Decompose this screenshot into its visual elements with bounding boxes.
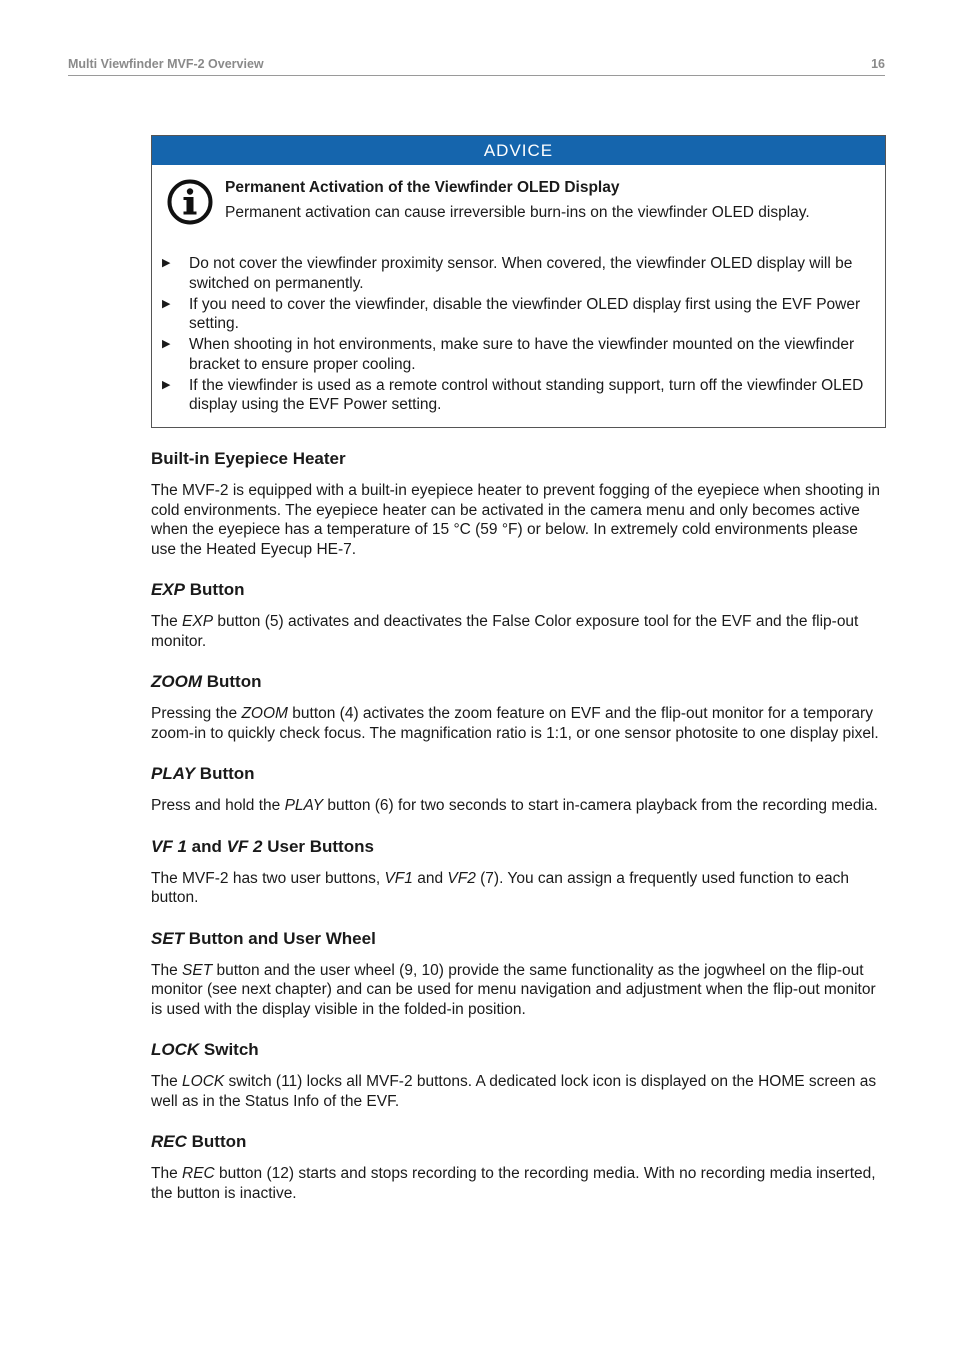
section-heading: REC Button bbox=[151, 1132, 247, 1151]
advice-list bbox=[152, 254, 885, 416]
info-icon bbox=[167, 179, 213, 225]
section-body: The LOCK switch (11) locks all MVF-2 buttons. A dedicated lock icon is displayed on the HOME screen as well as in the Status Info of the EVF. bbox=[151, 1073, 877, 1110]
advice-label: ADVICE bbox=[152, 136, 885, 165]
advice-title: Permanent Activation of the Viewfinder OLED Display bbox=[225, 179, 620, 196]
section-lock-switch bbox=[151, 1039, 887, 1111]
section-heading: SET Button and User Wheel bbox=[151, 928, 376, 948]
page-header bbox=[68, 55, 885, 76]
section-heading: Built-in Eyepiece Heater bbox=[151, 449, 346, 468]
section-exp-button bbox=[151, 579, 887, 651]
section-heading: PLAY Button bbox=[151, 764, 255, 783]
bullet-arrow-icon: ▶ bbox=[162, 378, 171, 391]
section-play-button bbox=[151, 763, 887, 816]
section-body: The MVF-2 has two user buttons, VF1 and VF2 (7). You can assign a frequently used function to each button. bbox=[151, 869, 849, 906]
main-content bbox=[151, 448, 887, 1223]
section-heading: VF 1 and VF 2 User Buttons bbox=[151, 836, 374, 856]
bullet-arrow-icon: ▶ bbox=[162, 297, 171, 310]
section-heading: ZOOM Button bbox=[151, 672, 262, 691]
section-heading: EXP Button bbox=[151, 580, 245, 599]
bullet-arrow-icon: ▶ bbox=[162, 338, 171, 350]
section-rec-button bbox=[151, 1131, 887, 1203]
section-body: The SET button and the user wheel (9, 10) provide the same functionality as the jogwheel on the flip-out monitor (see next chapter) and can be used for menu navigation and adjustment when the flip-out monitor is used with the display visible in the folded-in position. bbox=[151, 961, 876, 1018]
section-body: Press and hold the PLAY button (6) for two seconds to start in-camera playback from the recording media. bbox=[151, 797, 878, 814]
advice-box bbox=[151, 135, 886, 428]
bullet-arrow-icon: ▶ bbox=[162, 257, 171, 269]
section-body: The MVF-2 is equipped with a built-in eyepiece heater to prevent fogging of the eyepiece when shooting in cold environments. The eyepiece heater can be activated in the camera menu and only becomes active when the eyepiece has a temperature of 15 °C (59 °F) or below. In extremely cold environments please use the Heated Eyecup HE-7. bbox=[151, 482, 880, 558]
list-item: ▶ If you need to cover the viewfinder, disable the viewfinder OLED display first using the EVF Power setting. bbox=[162, 295, 861, 332]
section-body: The REC button (12) starts and stops recording to the recording media. With no recording media inserted, the button is inactive. bbox=[151, 1165, 876, 1202]
section-vf-user-buttons bbox=[151, 836, 887, 908]
section-set-button bbox=[151, 928, 887, 1020]
page-number: 16 bbox=[871, 57, 885, 71]
list-item: ▶ Do not cover the viewfinder proximity sensor. When covered, the viewfinder OLED display will be switched on permanently. bbox=[162, 255, 853, 292]
list-item: ▶ If the viewfinder is used as a remote control without standing support, turn off the viewfinder OLED display using the EVF Power setting. bbox=[162, 376, 864, 413]
advice-text: Permanent activation can cause irreversible burn-ins on the viewfinder OLED display. bbox=[225, 204, 810, 221]
section-eyepiece-heater bbox=[151, 448, 887, 559]
list-item: ▶ When shooting in hot environments, make sure to have the viewfinder mounted on the viewfinder bracket to ensure proper cooling. bbox=[162, 336, 855, 373]
section-body: The EXP button (5) activates and deactivates the False Color exposure tool for the EVF and the flip-out monitor. bbox=[151, 613, 859, 650]
document-title: Multi Viewfinder MVF-2 Overview bbox=[68, 57, 264, 71]
section-heading: LOCK Switch bbox=[151, 1040, 259, 1059]
section-zoom-button bbox=[151, 671, 887, 743]
section-body: Pressing the ZOOM button (4) activates the zoom feature on EVF and the flip-out monitor for a temporary zoom-in to quickly check focus. The magnification ratio is 1:1, or one sensor photosite to one display pixel. bbox=[151, 705, 879, 742]
